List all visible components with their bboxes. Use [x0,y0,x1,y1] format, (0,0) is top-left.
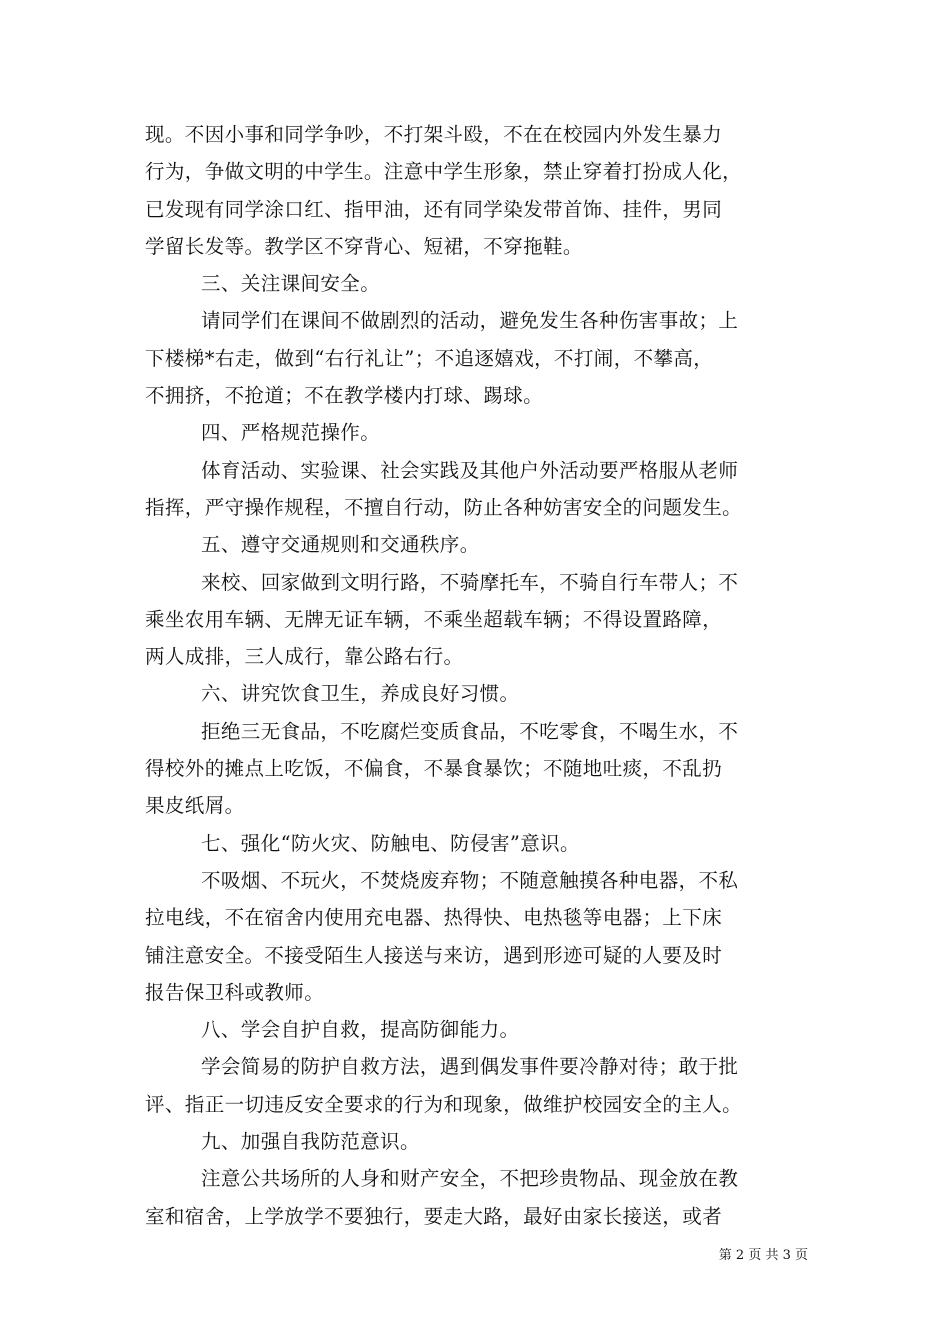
text-line: 果皮纸屑。 [145,794,245,818]
text-line: 铺注意安全。不接受陌生人接送与来访，遇到形迹可疑的人要及时 [145,943,723,967]
section-heading: 八、学会自护自救，提高防御能力。 [201,1018,520,1042]
text-line: 乘坐农用车辆、无牌无证车辆，不乘坐超载车辆；不得设置路障， [145,607,723,631]
text-line: 现。不因小事和同学争吵，不打架斗殴，不在在校园内外发生暴力 [145,123,723,146]
text-line: 不吸烟、不玩火，不焚烧废弃物；不随意触摸各种电器，不私 [201,868,739,892]
text-line: 学会简易的防护自救方法，遇到偶发事件要冷静对待；敢于批 [201,1055,739,1079]
text-line: 行为，争做文明的中学生。注意中学生形象，禁止穿着打扮成人化， [145,160,743,184]
text-line: 室和宿舍，上学放学不要独行，要走大路，最好由家长接送，或者 [145,1204,723,1228]
text-line: 来校、回家做到文明行路，不骑摩托车，不骑自行车带人；不 [201,570,739,594]
text-line: 指挥，严守操作规程，不擅自行动，防止各种妨害安全的问题发生。 [145,495,743,519]
text-line: 下楼梯*右走，做到“右行礼让”；不追逐嬉戏，不打闹，不攀高， [145,346,714,370]
text-line: 注意公共场所的人身和财产安全，不把珍贵物品、现金放在教 [201,1167,739,1191]
text-line: 报告保卫科或教师。 [145,980,325,1004]
section-heading: 六、讲究饮食卫生，养成良好习惯。 [201,682,520,706]
text-line: 拉电线，不在宿舍内使用充电器、热得快、电热毯等电器；上下床 [145,906,723,930]
text-line: 评、指正一切违反安全要求的行为和现象，做维护校园安全的主人。 [145,1092,743,1116]
section-heading: 七、强化“防火灾、防触电、防侵害”意识。 [201,831,580,855]
text-line: 不拥挤，不抢道；不在教学楼内打球、踢球。 [145,384,544,408]
document-body [145,116,805,1235]
page-number-footer: 第 2 页 共 3 页 [718,1248,808,1263]
text-line: 拒绝三无食品，不吃腐烂变质食品，不吃零食，不喝生水，不 [201,719,739,743]
text-line: 两人成排，三人成行，靠公路右行。 [145,645,464,669]
section-heading: 五、遵守交通规则和交通秩序。 [201,533,480,557]
text-line: 得校外的摊点上吃饭，不偏食，不暴食暴饮；不随地吐痰，不乱扔 [145,757,723,781]
text-line: 已发现有同学涂口红、指甲油，还有同学染发带首饰、挂件，男同 [145,197,723,221]
section-heading: 九、加强自我防范意识。 [201,1130,420,1154]
text-line: 体育活动、实验课、社会实践及其他户外活动要严格服从老师 [201,458,739,482]
section-heading: 四、严格规范操作。 [201,421,381,445]
text-line: 请同学们在课间不做剧烈的活动，避免发生各种伤害事故；上 [201,309,739,333]
text-line: 学留长发等。教学区不穿背心、短裙，不穿拖鞋。 [145,234,583,258]
section-heading: 三、关注课间安全。 [201,272,381,296]
